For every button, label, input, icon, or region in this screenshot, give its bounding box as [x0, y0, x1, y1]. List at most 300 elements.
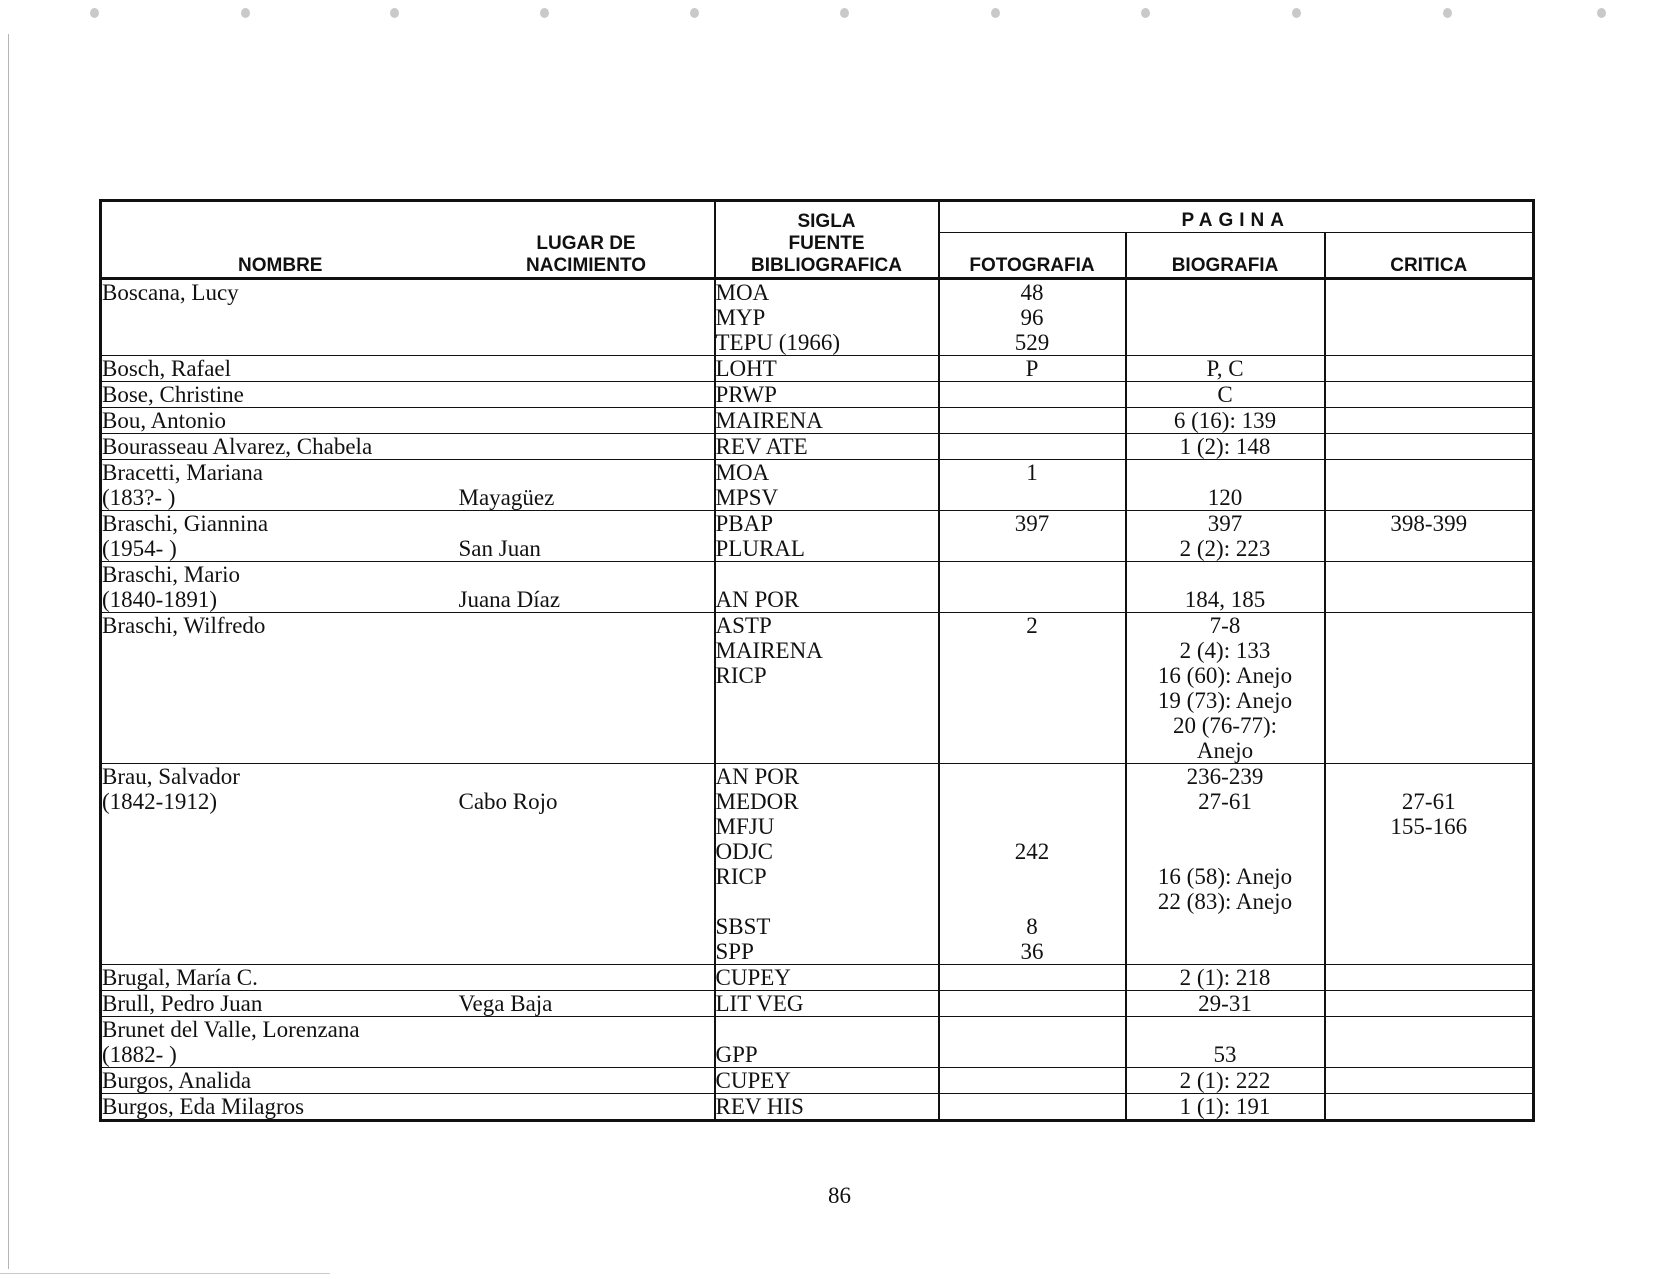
table-row	[101, 434, 1534, 460]
cell-biografia	[1126, 460, 1325, 511]
cell-sigla	[715, 382, 939, 408]
cell-line	[1326, 485, 1533, 510]
cell-line: Vega Baja	[458, 991, 553, 1016]
cell-line: 29-31	[1198, 991, 1252, 1016]
cell-line	[716, 688, 938, 713]
cell-line	[1127, 939, 1324, 964]
cell-line: 16 (60): Anejo	[1157, 663, 1293, 688]
cell-line: LOHT	[715, 356, 777, 381]
cell-line: Bracetti, Mariana	[102, 460, 263, 485]
cell-line: SBST	[715, 914, 771, 939]
binder-hole	[690, 8, 699, 18]
cell-line: C	[1217, 382, 1233, 407]
table-row	[101, 965, 1534, 991]
cell-fotografia	[939, 965, 1126, 991]
header-fotografia: FOTOGRAFIA	[939, 233, 1126, 279]
cell-line: 2 (2): 223	[1179, 536, 1271, 561]
cell-line	[1326, 1017, 1533, 1042]
cell-line	[940, 889, 1125, 914]
cell-line: P, C	[1206, 356, 1244, 381]
cell-lugar	[459, 562, 715, 613]
cell-line	[459, 965, 714, 990]
cell-line: RICP	[715, 663, 767, 688]
cell-nombre	[101, 408, 459, 434]
cell-line: 53	[1213, 1042, 1237, 1067]
cell-line	[459, 814, 714, 839]
cell-sigla	[715, 562, 939, 613]
cell-line	[102, 889, 459, 914]
table-row	[101, 1017, 1534, 1068]
cell-fotografia	[939, 460, 1126, 511]
cell-line	[1127, 839, 1324, 864]
cell-line	[459, 889, 714, 914]
cell-line	[1127, 330, 1324, 355]
cell-nombre	[101, 991, 459, 1017]
cell-line	[1127, 460, 1324, 485]
table-row	[101, 356, 1534, 382]
cell-line	[940, 536, 1125, 561]
cell-nombre	[101, 1068, 459, 1094]
cell-lugar	[459, 1094, 715, 1121]
cell-line	[716, 889, 938, 914]
cell-line	[1326, 1068, 1533, 1093]
cell-fotografia	[939, 613, 1126, 764]
cell-line	[1326, 688, 1533, 713]
cell-line	[459, 408, 714, 433]
cell-line	[459, 280, 714, 305]
cell-critica	[1325, 408, 1534, 434]
cell-line	[459, 511, 714, 536]
cell-nombre	[101, 965, 459, 991]
cell-lugar	[459, 382, 715, 408]
cell-line: (1842-1912)	[102, 789, 217, 814]
cell-line	[1326, 305, 1533, 330]
cell-line	[459, 1017, 714, 1042]
cell-sigla	[715, 1068, 939, 1094]
binder-hole	[90, 8, 99, 18]
cell-fotografia	[939, 764, 1126, 965]
cell-line	[940, 764, 1125, 789]
cell-line	[716, 713, 938, 738]
cell-sigla	[715, 613, 939, 764]
cell-line	[459, 1094, 714, 1119]
cell-line	[716, 738, 938, 763]
header-critica: CRITICA	[1325, 233, 1534, 279]
index-table	[99, 199, 1535, 1122]
cell-line	[1326, 1094, 1533, 1119]
cell-line: Bose, Christine	[102, 382, 244, 407]
binder-holes	[0, 8, 1679, 28]
cell-line: MAIRENA	[715, 638, 823, 663]
cell-line	[102, 939, 459, 964]
cell-line: Braschi, Wilfredo	[102, 613, 266, 638]
cell-line: 397	[1014, 511, 1050, 536]
cell-line: P	[1025, 356, 1039, 381]
cell-line	[940, 638, 1125, 663]
cell-line	[1127, 305, 1324, 330]
cell-line: MEDOR	[715, 789, 799, 814]
cell-line: REV HIS	[715, 1094, 804, 1119]
cell-line	[940, 485, 1125, 510]
cell-line: 16 (58): Anejo	[1157, 864, 1293, 889]
cell-line: MOA	[715, 280, 770, 305]
table-row	[101, 382, 1534, 408]
cell-line: Burgos, Eda Milagros	[102, 1094, 305, 1119]
cell-line	[459, 839, 714, 864]
cell-line	[940, 965, 1125, 990]
cell-line	[1326, 330, 1533, 355]
cell-line: San Juan	[458, 536, 541, 561]
cell-line: 27-61	[1401, 789, 1456, 814]
binder-hole	[540, 8, 549, 18]
cell-critica	[1325, 965, 1534, 991]
cell-lugar	[459, 764, 715, 965]
cell-line	[1127, 914, 1324, 939]
cell-line	[1127, 814, 1324, 839]
cell-line	[1326, 434, 1533, 459]
cell-line	[1326, 764, 1533, 789]
cell-line	[1326, 663, 1533, 688]
cell-line	[1326, 382, 1533, 407]
cell-line: (1840-1891)	[102, 587, 217, 612]
binder-hole	[840, 8, 849, 18]
header-lugar: LUGAR DE NACIMIENTO	[459, 201, 715, 279]
cell-sigla	[715, 460, 939, 511]
cell-nombre	[101, 1017, 459, 1068]
cell-nombre	[101, 279, 459, 356]
cell-line	[1326, 408, 1533, 433]
cell-line: 1 (1): 191	[1179, 1094, 1271, 1119]
cell-line: 2 (1): 218	[1179, 965, 1271, 990]
cell-line: 1	[1026, 460, 1038, 485]
cell-line	[1326, 991, 1533, 1016]
cell-line	[940, 814, 1125, 839]
cell-line	[459, 382, 714, 407]
cell-line	[940, 713, 1125, 738]
cell-line	[459, 613, 714, 638]
cell-line: Brau, Salvador	[102, 764, 240, 789]
cell-sigla	[715, 965, 939, 991]
cell-line: 2 (4): 133	[1179, 638, 1271, 663]
cell-line: SPP	[715, 939, 754, 964]
cell-nombre	[101, 434, 459, 460]
cell-biografia	[1126, 279, 1325, 356]
cell-biografia	[1126, 511, 1325, 562]
cell-line: Bourasseau Alvarez, Chabela	[102, 434, 373, 459]
cell-lugar	[459, 965, 715, 991]
cell-critica	[1325, 613, 1534, 764]
cell-line: RICP	[715, 864, 767, 889]
cell-line	[1326, 536, 1533, 561]
cell-lugar	[459, 1017, 715, 1068]
cell-line	[940, 408, 1125, 433]
cell-line: MPSV	[715, 485, 779, 510]
cell-line	[102, 688, 459, 713]
cell-line	[102, 814, 459, 839]
cell-fotografia	[939, 562, 1126, 613]
cell-line	[716, 1017, 938, 1042]
cell-nombre	[101, 562, 459, 613]
cell-line: 2 (1): 222	[1179, 1068, 1271, 1093]
cell-critica	[1325, 764, 1534, 965]
binder-hole	[1292, 8, 1301, 18]
cell-line	[1326, 713, 1533, 738]
cell-line	[1326, 613, 1533, 638]
cell-line	[459, 663, 714, 688]
cell-line: 7-8	[1209, 613, 1241, 638]
cell-biografia	[1126, 764, 1325, 965]
cell-line: PRWP	[715, 382, 777, 407]
cell-line: 20 (76-77):	[1172, 713, 1278, 738]
cell-line: AN POR	[715, 764, 800, 789]
table-row	[101, 460, 1534, 511]
cell-line: Braschi, Mario	[102, 562, 240, 587]
cell-line: PLURAL	[715, 536, 805, 561]
cell-line	[940, 1017, 1125, 1042]
cell-line: MAIRENA	[715, 408, 823, 433]
cell-line	[459, 460, 714, 485]
cell-line	[459, 939, 714, 964]
cell-lugar	[459, 408, 715, 434]
cell-critica	[1325, 460, 1534, 511]
cell-line	[102, 330, 459, 355]
header-pagina: PAGINA	[939, 201, 1534, 233]
cell-line	[459, 713, 714, 738]
cell-line	[459, 330, 714, 355]
cell-biografia	[1126, 1094, 1325, 1121]
cell-line: LIT VEG	[715, 991, 804, 1016]
cell-sigla	[715, 356, 939, 382]
cell-critica	[1325, 279, 1534, 356]
cell-nombre	[101, 382, 459, 408]
cell-fotografia	[939, 408, 1126, 434]
cell-line	[102, 663, 459, 688]
cell-line: 27-61	[1198, 789, 1252, 814]
cell-sigla	[715, 279, 939, 356]
cell-line: 19 (73): Anejo	[1157, 688, 1293, 713]
cell-line	[1326, 587, 1533, 612]
page-number: 86	[828, 1183, 851, 1208]
cell-biografia	[1126, 382, 1325, 408]
cell-fotografia	[939, 1017, 1126, 1068]
cell-line	[102, 839, 459, 864]
cell-line: (1954- )	[102, 536, 177, 561]
cell-line: 1 (2): 148	[1179, 434, 1271, 459]
cell-sigla	[715, 991, 939, 1017]
cell-fotografia	[939, 1094, 1126, 1121]
cell-line	[1326, 839, 1533, 864]
cell-lugar	[459, 511, 715, 562]
cell-line: 22 (83): Anejo	[1157, 889, 1293, 914]
cell-nombre	[101, 511, 459, 562]
cell-sigla	[715, 434, 939, 460]
cell-line	[459, 914, 714, 939]
cell-line	[102, 638, 459, 663]
cell-line	[459, 738, 714, 763]
cell-line	[1326, 562, 1533, 587]
cell-line: Burgos, Analida	[102, 1068, 252, 1093]
binder-hole	[1443, 8, 1452, 18]
cell-nombre	[101, 356, 459, 382]
cell-nombre	[101, 764, 459, 965]
cell-line: PBAP	[715, 511, 774, 536]
cell-line: Cabo Rojo	[458, 789, 558, 814]
cell-line	[1326, 889, 1533, 914]
cell-line	[940, 1094, 1125, 1119]
cell-line	[940, 663, 1125, 688]
header-biografia: BIOGRAFIA	[1126, 233, 1325, 279]
page-edge-line	[8, 34, 9, 1269]
cell-line: Bosch, Rafael	[102, 356, 232, 381]
table-row	[101, 991, 1534, 1017]
cell-sigla	[715, 511, 939, 562]
cell-line	[459, 305, 714, 330]
cell-biografia	[1126, 408, 1325, 434]
cell-line	[1127, 280, 1324, 305]
cell-lugar	[459, 460, 715, 511]
binder-hole	[1141, 8, 1150, 18]
cell-lugar	[459, 434, 715, 460]
cell-biografia	[1126, 1068, 1325, 1094]
cell-line: GPP	[715, 1042, 758, 1067]
cell-line	[459, 688, 714, 713]
cell-line: Anejo	[1196, 738, 1254, 763]
cell-biografia	[1126, 991, 1325, 1017]
cell-line: 155-166	[1390, 814, 1468, 839]
cell-nombre	[101, 613, 459, 764]
cell-line: 242	[1014, 839, 1050, 864]
cell-line	[1127, 562, 1324, 587]
cell-nombre	[101, 460, 459, 511]
cell-line: 36	[1020, 939, 1044, 964]
page-edge-line	[0, 1273, 330, 1274]
cell-line	[1326, 280, 1533, 305]
cell-line: Brugal, María C.	[102, 965, 258, 990]
cell-line: (1882- )	[102, 1042, 177, 1067]
table-row	[101, 511, 1534, 562]
cell-line	[716, 562, 938, 587]
cell-line	[1326, 638, 1533, 663]
cell-critica	[1325, 356, 1534, 382]
table-row	[101, 279, 1534, 356]
cell-line: 96	[1020, 305, 1044, 330]
cell-fotografia	[939, 434, 1126, 460]
cell-biografia	[1126, 965, 1325, 991]
cell-line: TEPU (1966)	[715, 330, 841, 355]
binder-hole	[1597, 8, 1606, 18]
cell-line: 48	[1020, 280, 1044, 305]
header-sigla: SIGLA FUENTE BIBLIOGRAFICA	[715, 201, 939, 279]
cell-sigla	[715, 1017, 939, 1068]
cell-line: Mayagüez	[458, 485, 555, 510]
cell-line: MYP	[715, 305, 766, 330]
cell-critica	[1325, 434, 1534, 460]
cell-line	[102, 914, 459, 939]
cell-line: MOA	[715, 460, 770, 485]
cell-line: 529	[1014, 330, 1050, 355]
cell-critica	[1325, 1017, 1534, 1068]
cell-critica	[1325, 1068, 1534, 1094]
table-row	[101, 408, 1534, 434]
cell-line	[1326, 965, 1533, 990]
cell-line: Braschi, Giannina	[102, 511, 269, 536]
cell-lugar	[459, 279, 715, 356]
cell-fotografia	[939, 1068, 1126, 1094]
cell-line: Juana Díaz	[458, 587, 561, 612]
cell-line	[102, 305, 459, 330]
cell-line: Brunet del Valle, Lorenzana	[102, 1017, 360, 1042]
cell-line	[1326, 914, 1533, 939]
cell-critica	[1325, 511, 1534, 562]
cell-line: 236-239	[1186, 764, 1264, 789]
cell-line: ASTP	[715, 613, 772, 638]
cell-biografia	[1126, 1017, 1325, 1068]
cell-line	[459, 1042, 714, 1067]
cell-fotografia	[939, 279, 1126, 356]
cell-critica	[1325, 991, 1534, 1017]
table-row	[101, 1094, 1534, 1121]
cell-sigla	[715, 764, 939, 965]
cell-line	[459, 356, 714, 381]
cell-line: Boscana, Lucy	[102, 280, 239, 305]
cell-lugar	[459, 1068, 715, 1094]
binder-hole	[991, 8, 1000, 18]
cell-line	[102, 713, 459, 738]
cell-line	[102, 738, 459, 763]
cell-line: 6 (16): 139	[1173, 408, 1277, 433]
cell-line: 397	[1207, 511, 1243, 536]
binder-hole	[390, 8, 399, 18]
cell-line: REV ATE	[715, 434, 808, 459]
cell-line: Brull, Pedro Juan	[102, 991, 263, 1016]
cell-line	[459, 638, 714, 663]
cell-line	[1326, 1042, 1533, 1067]
cell-critica	[1325, 1094, 1534, 1121]
cell-line	[940, 738, 1125, 763]
cell-line	[940, 562, 1125, 587]
cell-critica	[1325, 382, 1534, 408]
cell-fotografia	[939, 382, 1126, 408]
cell-lugar	[459, 613, 715, 764]
cell-line	[1326, 460, 1533, 485]
table-row	[101, 764, 1534, 965]
cell-line	[940, 1042, 1125, 1067]
header-nombre: NOMBRE	[101, 201, 459, 279]
cell-sigla	[715, 1094, 939, 1121]
cell-critica	[1325, 562, 1534, 613]
cell-nombre	[101, 1094, 459, 1121]
cell-line: 2	[1026, 613, 1038, 638]
cell-line: CUPEY	[715, 965, 791, 990]
cell-line	[459, 562, 714, 587]
cell-line	[459, 1068, 714, 1093]
cell-line: AN POR	[715, 587, 800, 612]
cell-line	[1326, 939, 1533, 964]
cell-line: Bou, Antonio	[102, 408, 226, 433]
cell-line	[940, 688, 1125, 713]
cell-line	[940, 587, 1125, 612]
cell-sigla	[715, 408, 939, 434]
cell-line	[940, 789, 1125, 814]
cell-line: 120	[1207, 485, 1243, 510]
table-row	[101, 613, 1534, 764]
cell-line: 8	[1026, 914, 1038, 939]
cell-biografia	[1126, 434, 1325, 460]
cell-line	[102, 864, 459, 889]
cell-line: ODJC	[715, 839, 774, 864]
cell-line	[940, 434, 1125, 459]
cell-line	[1326, 356, 1533, 381]
